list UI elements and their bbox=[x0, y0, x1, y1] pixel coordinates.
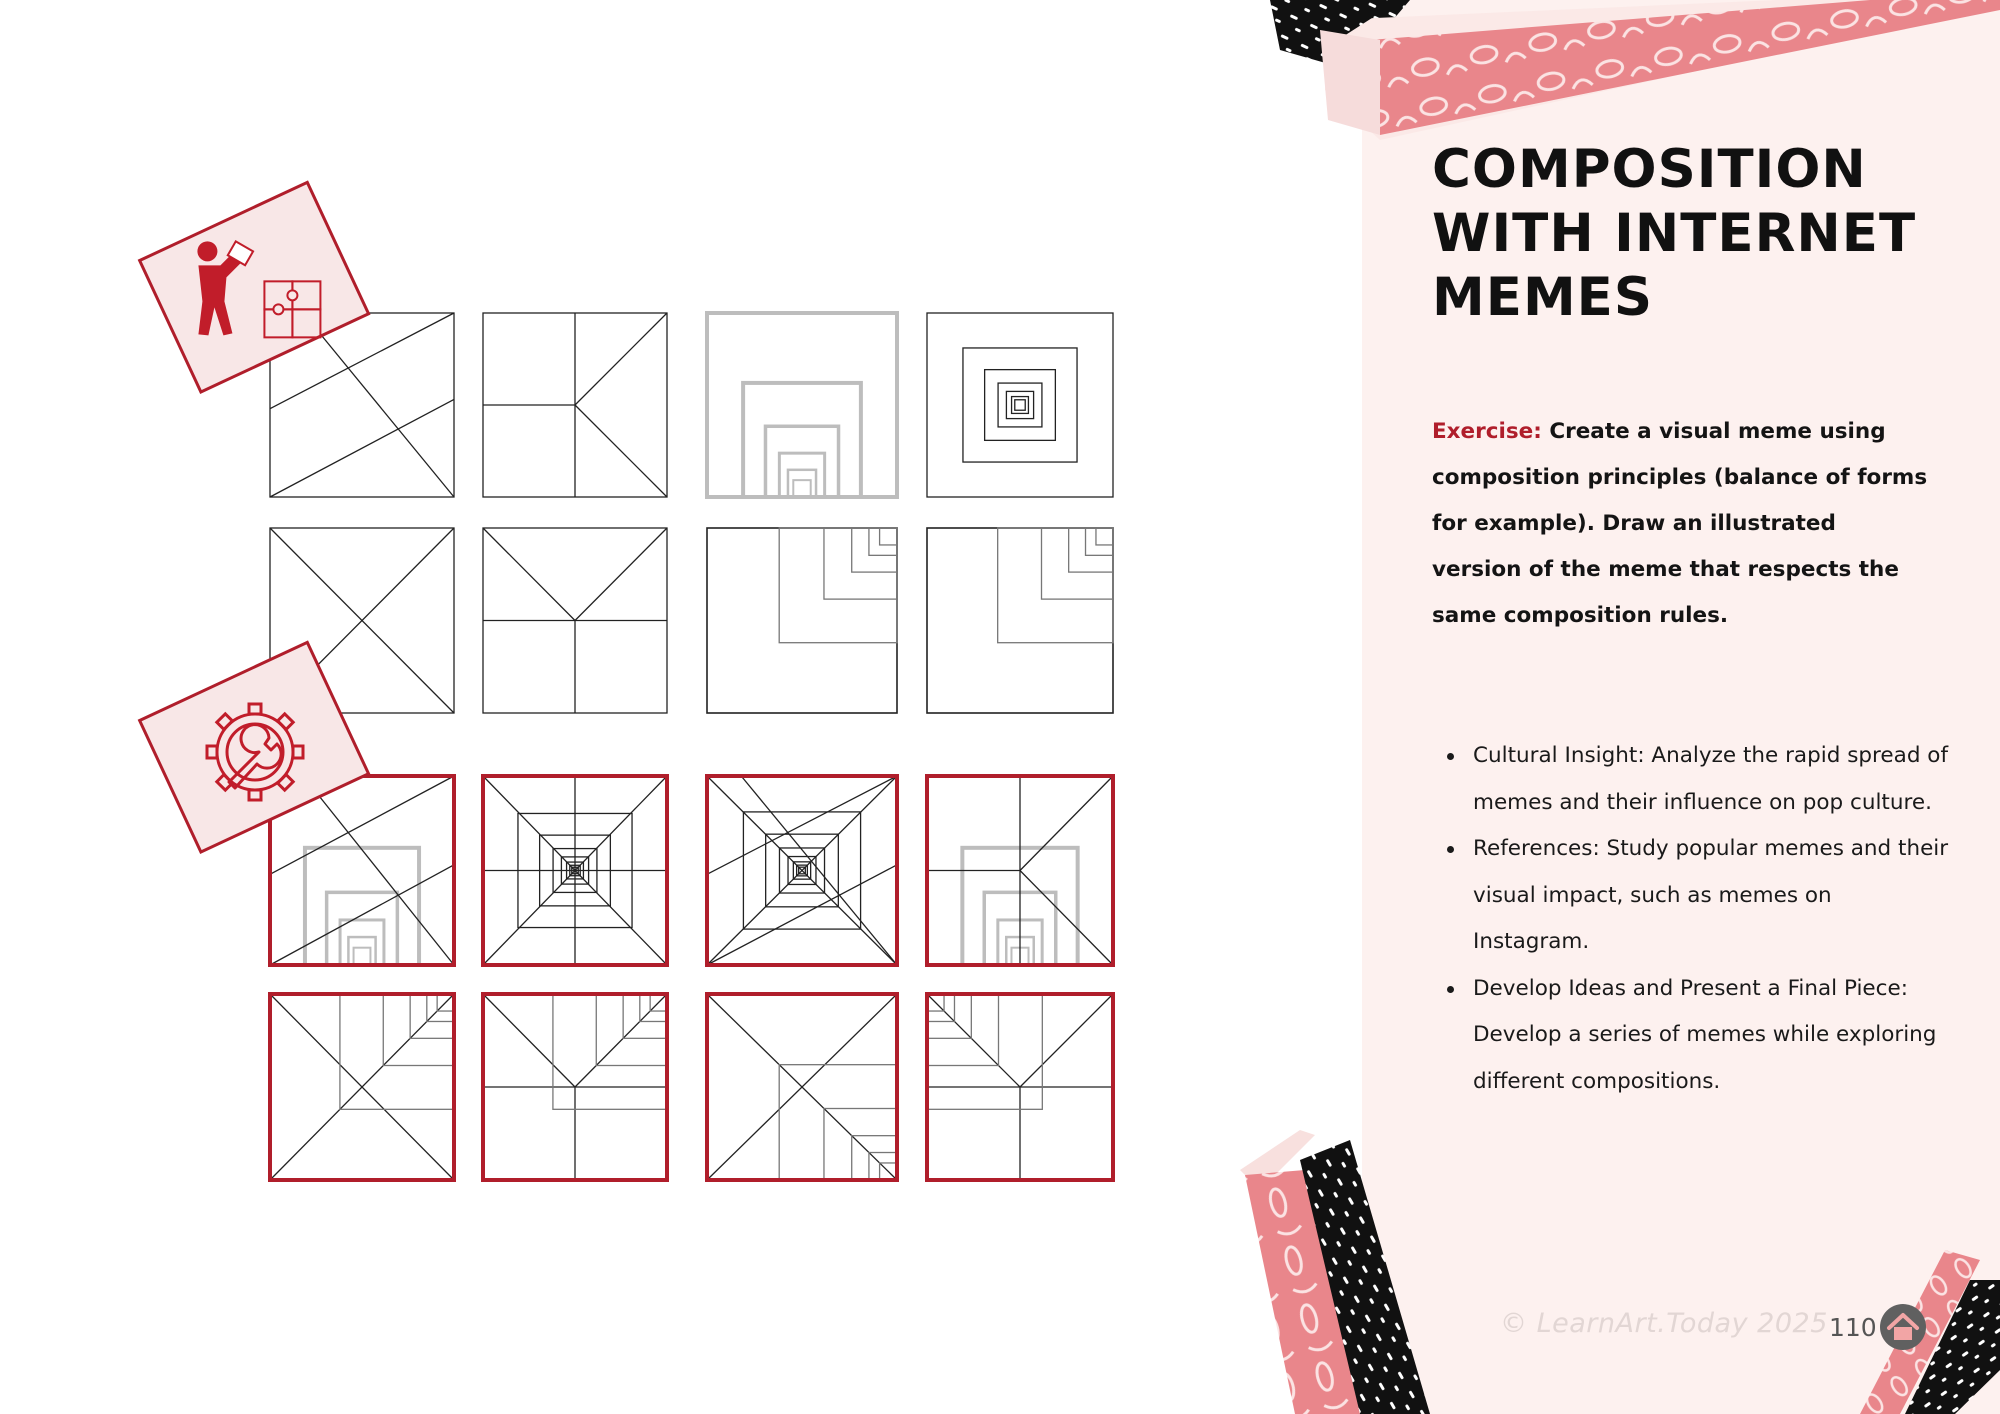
exercise-paragraph bbox=[1432, 409, 1932, 639]
composition-diagram-4 bbox=[927, 313, 1113, 497]
top-tape-decoration bbox=[1270, 0, 2000, 150]
puzzle-card bbox=[130, 180, 380, 410]
composition-diagram-16 bbox=[927, 994, 1113, 1180]
composition-diagram-7 bbox=[707, 528, 897, 713]
composition-diagram-15 bbox=[707, 994, 897, 1180]
bottom-tape-decoration bbox=[1240, 1130, 1440, 1414]
bullet-list bbox=[1432, 733, 1952, 1105]
composition-diagram-2 bbox=[483, 313, 667, 497]
composition-diagram-13 bbox=[270, 994, 454, 1180]
exercise-label: Exercise: bbox=[1432, 419, 1542, 444]
home-icon[interactable] bbox=[1880, 1304, 1926, 1350]
composition-diagram-8 bbox=[927, 528, 1113, 713]
page-title bbox=[1432, 138, 1952, 330]
composition-diagram-14 bbox=[483, 994, 667, 1180]
tools-card bbox=[130, 640, 380, 870]
page-number: 110 bbox=[1829, 1313, 1877, 1342]
copyright-text: © LearnArt.Today 2025 bbox=[1500, 1308, 1828, 1339]
composition-diagram-11 bbox=[707, 776, 897, 965]
composition-diagram-12 bbox=[927, 776, 1113, 965]
home-glyph bbox=[1880, 1304, 1926, 1350]
list-item: References: Study popular memes and their visual impact, such as memes on Instagram. bbox=[1432, 826, 1952, 966]
composition-diagram-10 bbox=[483, 776, 667, 965]
list-item: Cultural Insight: Analyze the rapid spread of memes and their influence on pop culture. bbox=[1432, 733, 1952, 826]
title-line: WITH INTERNET bbox=[1432, 203, 1917, 264]
title-line: COMPOSITION bbox=[1432, 139, 1867, 200]
title-line: MEMES bbox=[1432, 267, 1654, 328]
exercise-text: Create a visual meme using composition principles (balance of forms for example). Draw an illustrated version of the meme that respects the same composition rules. bbox=[1432, 419, 1928, 628]
list-item: Develop Ideas and Present a Final Piece: Develop a series of memes while exploring different compositions. bbox=[1432, 966, 1952, 1106]
composition-diagram-6 bbox=[483, 528, 667, 713]
composition-diagram-3 bbox=[707, 313, 897, 497]
